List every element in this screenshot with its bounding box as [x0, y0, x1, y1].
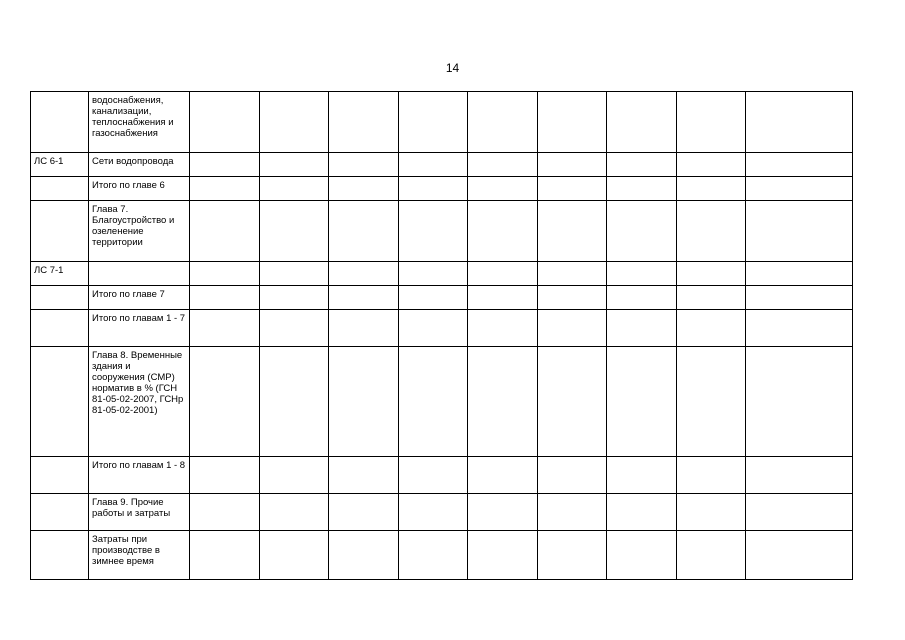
empty-value-cell	[398, 457, 468, 494]
row-name-cell: Глава 7. Благоустройство и озеленение территории	[89, 201, 190, 262]
empty-value-cell	[398, 153, 468, 177]
empty-value-cell	[537, 153, 607, 177]
table-row	[31, 286, 853, 310]
empty-value-cell	[746, 494, 853, 531]
empty-value-cell	[398, 286, 468, 310]
empty-value-cell	[537, 262, 607, 286]
table-row	[31, 457, 853, 494]
empty-value-cell	[329, 531, 399, 580]
row-name-cell: Итого по главе 6	[89, 177, 190, 201]
empty-value-cell	[746, 92, 853, 153]
empty-value-cell	[190, 310, 260, 347]
empty-value-cell	[468, 531, 538, 580]
empty-value-cell	[190, 262, 260, 286]
empty-value-cell	[607, 494, 677, 531]
row-code-cell	[31, 177, 89, 201]
empty-value-cell	[190, 286, 260, 310]
empty-value-cell	[398, 347, 468, 457]
estimate-table-body	[31, 92, 853, 580]
empty-value-cell	[676, 92, 746, 153]
empty-value-cell	[746, 347, 853, 457]
empty-value-cell	[468, 201, 538, 262]
empty-value-cell	[329, 177, 399, 201]
empty-value-cell	[329, 310, 399, 347]
empty-value-cell	[468, 347, 538, 457]
empty-value-cell	[329, 153, 399, 177]
empty-value-cell	[259, 262, 329, 286]
empty-value-cell	[259, 92, 329, 153]
row-name-cell: водоснабжения, канализации, теплоснабжения и газоснабжения	[89, 92, 190, 153]
empty-value-cell	[190, 494, 260, 531]
table-row	[31, 310, 853, 347]
empty-value-cell	[398, 531, 468, 580]
empty-value-cell	[676, 310, 746, 347]
empty-value-cell	[259, 347, 329, 457]
empty-value-cell	[329, 201, 399, 262]
empty-value-cell	[746, 310, 853, 347]
empty-value-cell	[746, 201, 853, 262]
empty-value-cell	[676, 494, 746, 531]
empty-value-cell	[329, 286, 399, 310]
row-name-cell: Глава 9. Прочие работы и затраты	[89, 494, 190, 531]
empty-value-cell	[468, 494, 538, 531]
page-number: 14	[445, 61, 460, 75]
table-row	[31, 347, 853, 457]
empty-value-cell	[746, 262, 853, 286]
empty-value-cell	[468, 262, 538, 286]
row-name-cell: Итого по главе 7	[89, 286, 190, 310]
empty-value-cell	[746, 177, 853, 201]
table-row	[31, 153, 853, 177]
empty-value-cell	[190, 531, 260, 580]
empty-value-cell	[190, 347, 260, 457]
empty-value-cell	[398, 262, 468, 286]
empty-value-cell	[190, 92, 260, 153]
empty-value-cell	[537, 531, 607, 580]
row-name-cell: Сети водопровода	[89, 153, 190, 177]
row-code-cell	[31, 310, 89, 347]
empty-value-cell	[607, 177, 677, 201]
empty-value-cell	[537, 310, 607, 347]
empty-value-cell	[259, 153, 329, 177]
empty-value-cell	[676, 457, 746, 494]
empty-value-cell	[398, 494, 468, 531]
empty-value-cell	[329, 457, 399, 494]
row-code-cell	[31, 347, 89, 457]
empty-value-cell	[537, 201, 607, 262]
empty-value-cell	[537, 347, 607, 457]
empty-value-cell	[676, 201, 746, 262]
row-name-cell: Итого по главам 1 - 8	[89, 457, 190, 494]
empty-value-cell	[676, 286, 746, 310]
table-row	[31, 531, 853, 580]
empty-value-cell	[607, 286, 677, 310]
empty-value-cell	[676, 347, 746, 457]
empty-value-cell	[607, 310, 677, 347]
empty-value-cell	[746, 531, 853, 580]
empty-value-cell	[190, 201, 260, 262]
empty-value-cell	[329, 92, 399, 153]
empty-value-cell	[676, 262, 746, 286]
empty-value-cell	[259, 531, 329, 580]
table-row	[31, 92, 853, 153]
empty-value-cell	[468, 457, 538, 494]
empty-value-cell	[259, 494, 329, 531]
estimate-table	[30, 91, 853, 580]
empty-value-cell	[468, 310, 538, 347]
row-name-cell: Затраты при производстве в зимнее время	[89, 531, 190, 580]
row-code-cell	[31, 92, 89, 153]
row-code-cell	[31, 494, 89, 531]
empty-value-cell	[468, 153, 538, 177]
empty-value-cell	[746, 286, 853, 310]
empty-value-cell	[607, 201, 677, 262]
empty-value-cell	[398, 310, 468, 347]
empty-value-cell	[537, 286, 607, 310]
empty-value-cell	[468, 92, 538, 153]
empty-value-cell	[607, 531, 677, 580]
empty-value-cell	[329, 494, 399, 531]
empty-value-cell	[468, 286, 538, 310]
empty-value-cell	[746, 457, 853, 494]
empty-value-cell	[259, 310, 329, 347]
table-row	[31, 177, 853, 201]
row-code-cell	[31, 286, 89, 310]
empty-value-cell	[329, 262, 399, 286]
empty-value-cell	[676, 531, 746, 580]
row-name-cell: Глава 8. Временные здания и сооружения (СМР) норматив в % (ГСН 81-05-02-2007, ГСНр 81-05-02-2001)	[89, 347, 190, 457]
row-code-cell: ЛС 6-1	[31, 153, 89, 177]
empty-value-cell	[537, 457, 607, 494]
table-row	[31, 494, 853, 531]
empty-value-cell	[259, 457, 329, 494]
empty-value-cell	[190, 457, 260, 494]
table-row	[31, 262, 853, 286]
table-row	[31, 201, 853, 262]
empty-value-cell	[607, 92, 677, 153]
row-code-cell: ЛС 7-1	[31, 262, 89, 286]
empty-value-cell	[259, 286, 329, 310]
empty-value-cell	[676, 153, 746, 177]
empty-value-cell	[398, 177, 468, 201]
empty-value-cell	[537, 92, 607, 153]
empty-value-cell	[607, 457, 677, 494]
row-code-cell	[31, 457, 89, 494]
empty-value-cell	[329, 347, 399, 457]
empty-value-cell	[607, 347, 677, 457]
empty-value-cell	[607, 262, 677, 286]
empty-value-cell	[190, 177, 260, 201]
empty-value-cell	[537, 177, 607, 201]
empty-value-cell	[746, 153, 853, 177]
empty-value-cell	[259, 201, 329, 262]
row-name-cell	[89, 262, 190, 286]
empty-value-cell	[537, 494, 607, 531]
empty-value-cell	[398, 201, 468, 262]
row-name-cell: Итого по главам 1 - 7	[89, 310, 190, 347]
empty-value-cell	[259, 177, 329, 201]
row-code-cell	[31, 201, 89, 262]
empty-value-cell	[190, 153, 260, 177]
empty-value-cell	[398, 92, 468, 153]
empty-value-cell	[607, 153, 677, 177]
empty-value-cell	[468, 177, 538, 201]
empty-value-cell	[676, 177, 746, 201]
row-code-cell	[31, 531, 89, 580]
